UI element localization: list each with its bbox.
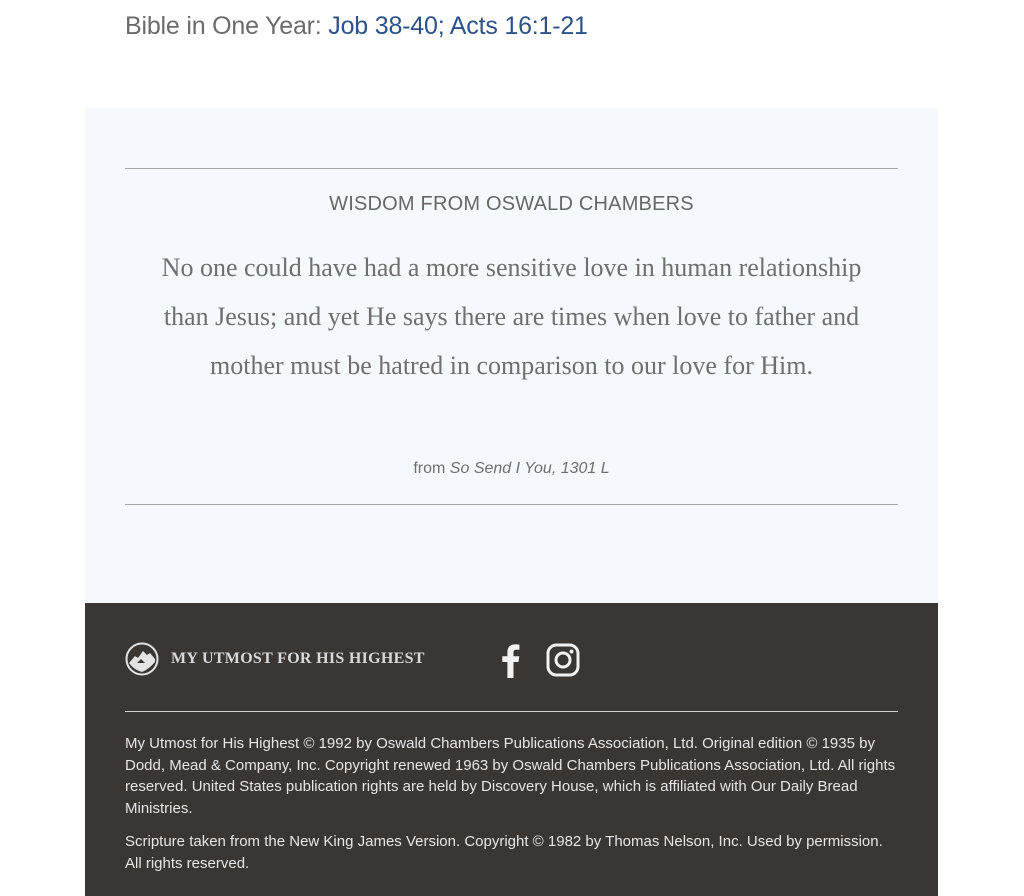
wisdom-quote: No one could have had a more sensitive love in human relationship than Jesus; and yet He says there are times when love to father and mother must be hatred in comparison to our love for Him.: [161, 253, 862, 380]
scripture-credit-text: Scripture taken from the New King James Version. Copyright © 1982 by Thomas Nelson, Inc. Used by permission. All rights reserved.: [125, 833, 883, 872]
copyright-text: My Utmost for His Highest © 1992 by Oswald Chambers Publications Association, Ltd. Original edition © 1935 by Dodd, Mead & Company, Inc. Copyright renewed 1963 by Oswald Chambers Publications Association, Ltd. All rights reserved. United States publication rights are held by Discovery House, which is affiliated with Our Daily Bread Ministries.: [125, 735, 896, 817]
quote-source-prefix: from: [413, 460, 446, 477]
facebook-icon[interactable]: [497, 642, 523, 678]
footer-divider: [125, 711, 898, 712]
site-footer: [85, 603, 938, 896]
instagram-icon[interactable]: [545, 642, 581, 678]
divider: [125, 168, 898, 169]
wisdom-heading: WISDOM FROM OSWALD CHAMBERS: [329, 193, 694, 215]
bible-reading: [125, 12, 588, 41]
bible-reading-label: Bible in One Year:: [125, 12, 322, 40]
wisdom-section: [85, 108, 938, 603]
mountain-logo-icon: [125, 642, 159, 676]
bible-reading-link[interactable]: Job 38-40; Acts 16:1-21: [328, 12, 588, 40]
quote-source: [85, 460, 938, 478]
divider: [125, 504, 898, 505]
footer-brand[interactable]: [125, 642, 425, 676]
quote-source-title: So Send I You, 1301 L: [449, 460, 610, 477]
footer-brand-name: MY UTMOST FOR HIS HIGHEST: [171, 650, 425, 667]
